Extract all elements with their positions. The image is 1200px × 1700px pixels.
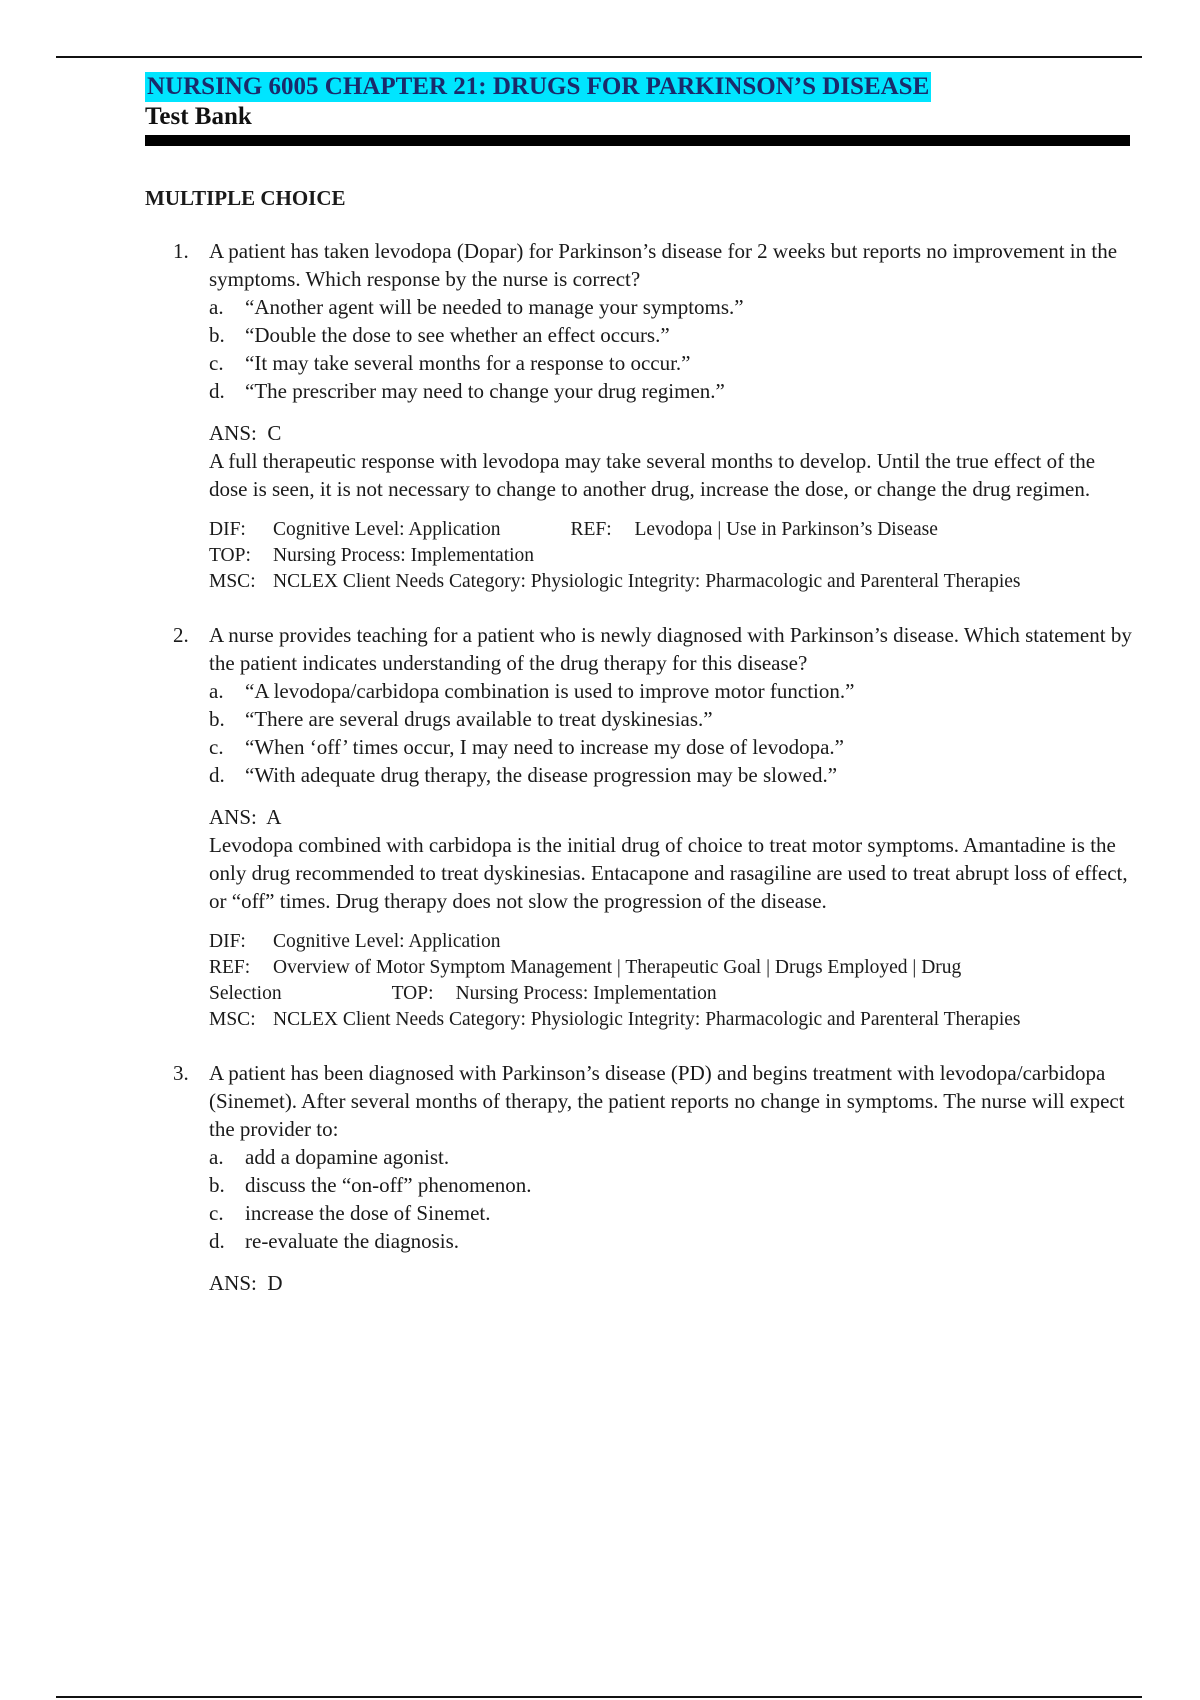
dif-label: DIF: (209, 519, 246, 540)
dif-value: Cognitive Level: Application (273, 931, 501, 952)
option-letter: b. (209, 323, 225, 347)
msc-label: MSC: (209, 1009, 256, 1030)
option-d (209, 377, 1135, 405)
dif-label: DIF: (209, 931, 246, 952)
option-text: “A levodopa/carbidopa combination is used to improve motor function.” (245, 679, 855, 703)
option-text: increase the dose of Sinemet. (245, 1201, 491, 1225)
option-letter: b. (209, 1173, 225, 1197)
option-letter: a. (209, 295, 224, 319)
question-metadata (209, 517, 1135, 595)
top-rule (56, 56, 1142, 58)
rationale: Levodopa combined with carbidopa is the initial drug of choice to treat motor symptoms. Amantadine is the only drug recommended to treat dyskinesias. Entacapone and rasagiline are used to treat abrupt loss of effect, or “off” times. Drug therapy does not slow the progression of the disease. (209, 833, 1128, 913)
msc-value: NCLEX Client Needs Category: Physiologic Integrity: Pharmacologic and Parenteral Therapies (273, 571, 1021, 592)
header-divider (145, 135, 1130, 146)
question-number: 1. (173, 239, 189, 263)
option-letter: d. (209, 763, 225, 787)
document-header (145, 72, 1130, 146)
answer-options (209, 1143, 1135, 1255)
option-b (209, 705, 1135, 733)
option-letter: d. (209, 1229, 225, 1253)
option-letter: c. (209, 735, 224, 759)
question-3 (145, 1059, 1135, 1297)
option-text: re-evaluate the diagnosis. (245, 1229, 459, 1253)
ref-label: REF: (209, 957, 251, 978)
option-text: “Another agent will be needed to manage your symptoms.” (245, 295, 744, 319)
answer-line (209, 803, 1135, 831)
answer-label: ANS: (209, 1271, 257, 1295)
rationale: A full therapeutic response with levodopa may take several months to develop. Until the true effect of the dose is seen, it is not necessary to change to another drug, increase the dose, or change the drug regimen. (209, 449, 1096, 501)
answer-value: D (267, 1271, 283, 1295)
option-c (209, 733, 1135, 761)
answer-options (209, 677, 1135, 789)
option-letter: c. (209, 1201, 224, 1225)
ref-value: Overview of Motor Symptom Management | Therapeutic Goal | Drugs Employed | Drug (273, 957, 962, 978)
top-value: Nursing Process: Implementation (455, 983, 717, 1004)
question-number: 2. (173, 623, 189, 647)
bottom-rule (56, 1696, 1142, 1698)
option-letter: a. (209, 1145, 224, 1169)
option-text: “The prescriber may need to change your drug regimen.” (245, 379, 725, 403)
option-text: “When ‘off’ times occur, I may need to increase my dose of levodopa.” (245, 735, 844, 759)
option-a (209, 1143, 1135, 1171)
answer-line (209, 1269, 1135, 1297)
answer-value: A (266, 805, 282, 829)
option-d (209, 1227, 1135, 1255)
option-letter: b. (209, 707, 225, 731)
ref-value: Levodopa | Use in Parkinson’s Disease (634, 519, 938, 540)
question-1 (145, 237, 1135, 595)
option-letter: a. (209, 679, 224, 703)
top-label: TOP: (209, 545, 251, 566)
option-text: add a dopamine agonist. (245, 1145, 450, 1169)
question-stem: A patient has taken levodopa (Dopar) for Parkinson’s disease for 2 weeks but reports no improvement in the symptoms. Which response by the nurse is correct? (209, 239, 1118, 291)
question-2 (145, 621, 1135, 1033)
answer-label: ANS: (209, 805, 257, 829)
question-stem: A patient has been diagnosed with Parkinson’s disease (PD) and begins treatment with levodopa/carbidopa (Sinemet). After several months of therapy, the patient reports no change in symptoms. The nurse will expect the provider to: (209, 1061, 1125, 1141)
option-a (209, 677, 1135, 705)
answer-label: ANS: (209, 421, 257, 445)
top-value: Nursing Process: Implementation (273, 545, 535, 566)
document-body (145, 184, 1135, 1323)
answer-value: C (267, 421, 282, 445)
question-number: 3. (173, 1061, 189, 1085)
top-label: TOP: (391, 983, 434, 1004)
option-b (209, 321, 1135, 349)
option-text: “It may take several months for a response to occur.” (245, 351, 691, 375)
msc-label: MSC: (209, 571, 256, 592)
option-c (209, 349, 1135, 377)
option-c (209, 1199, 1135, 1227)
option-text: discuss the “on-off” phenomenon. (245, 1173, 532, 1197)
answer-options (209, 293, 1135, 405)
dif-value: Cognitive Level: Application (273, 519, 501, 540)
question-stem: A nurse provides teaching for a patient who is newly diagnosed with Parkinson’s disease. Which statement by the patient indicates understanding of the drug therapy for this disease? (209, 623, 1132, 675)
ref-value-continued: Selection (209, 983, 282, 1004)
ref-label: REF: (570, 519, 612, 540)
option-a (209, 293, 1135, 321)
msc-value: NCLEX Client Needs Category: Physiologic Integrity: Pharmacologic and Parenteral Therapies (273, 1009, 1021, 1030)
option-b (209, 1171, 1135, 1199)
document-subtitle: Test Bank (145, 103, 252, 130)
section-heading: MULTIPLE CHOICE (145, 186, 346, 210)
question-metadata (209, 929, 1135, 1033)
option-text: “Double the dose to see whether an effect occurs.” (245, 323, 670, 347)
answer-line (209, 419, 1135, 447)
option-letter: d. (209, 379, 225, 403)
option-d (209, 761, 1135, 789)
document-title: NURSING 6005 CHAPTER 21: DRUGS FOR PARKINSON’S DISEASE (147, 73, 930, 100)
option-text: “There are several drugs available to treat dyskinesias.” (245, 707, 713, 731)
option-letter: c. (209, 351, 224, 375)
option-text: “With adequate drug therapy, the disease progression may be slowed.” (245, 763, 838, 787)
